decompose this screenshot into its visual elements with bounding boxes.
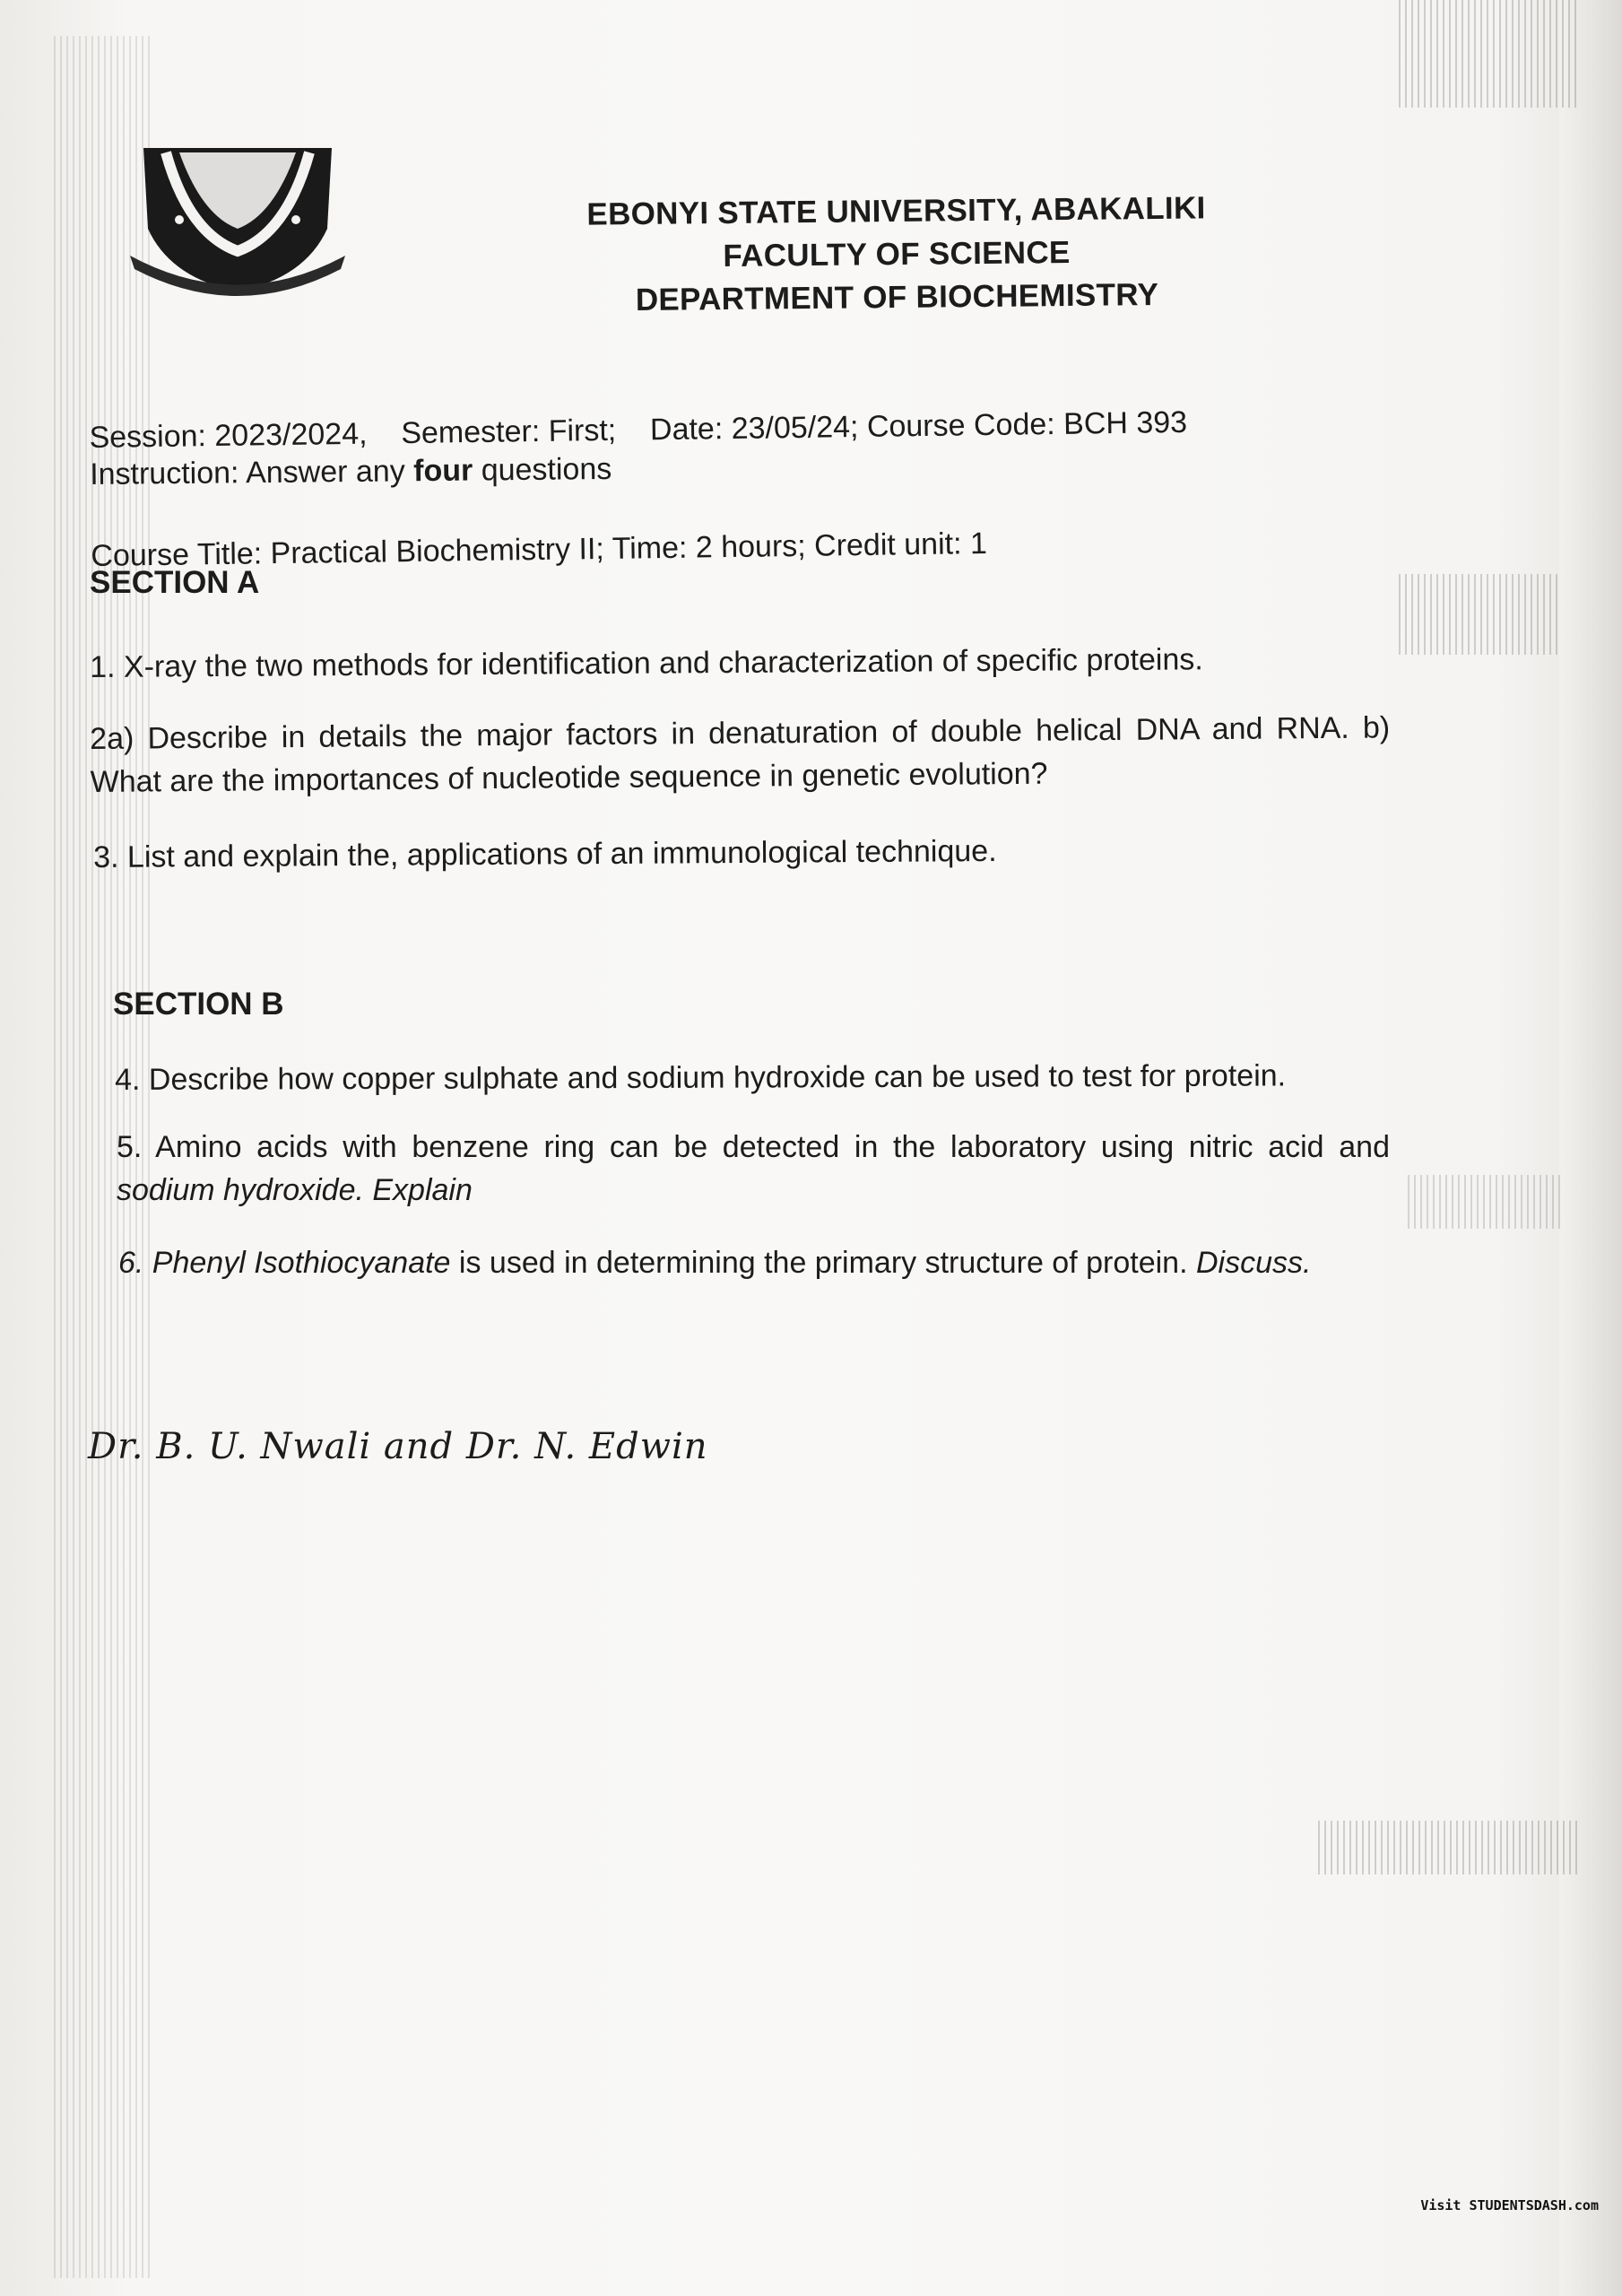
instruction-text-after: questions — [481, 451, 612, 488]
university-name: EBONYI STATE UNIVERSITY, ABAKALIKI — [586, 190, 1206, 232]
question-5-italic: sodium hydroxide. Explain — [117, 1173, 473, 1207]
question-5 — [117, 1126, 1390, 1212]
question-6-discuss: Discuss. — [1195, 1246, 1312, 1280]
question-6 — [118, 1241, 1392, 1284]
scan-artifact-right-top — [1399, 0, 1578, 108]
instruction — [90, 452, 612, 492]
section-b-title: SECTION B — [113, 987, 284, 1022]
section-a-title: SECTION A — [90, 565, 260, 600]
question-4: 4. Describe how copper sulphate and sodium hydroxide can be used to test for protein. — [115, 1058, 1287, 1097]
watermark: Visit STUDENTSDASH.com — [1420, 2197, 1599, 2213]
instruction-label: Instruction: — [90, 456, 239, 491]
question-3: 3. List and explain the, applications of an immunological technique. — [93, 833, 997, 874]
department-name: DEPARTMENT OF BIOCHEMISTRY — [635, 276, 1159, 318]
instruction-emphasis: four — [412, 453, 473, 489]
question-1: 1. X-ray the two methods for identification and characterization of specific proteins. — [90, 642, 1203, 684]
scan-artifact-right-mid2 — [1408, 1175, 1560, 1229]
university-crest-icon — [126, 144, 350, 296]
header — [501, 186, 1291, 323]
page-edge-shadow — [1559, 0, 1622, 2296]
meta-line-course-title: Course Title: Practical Biochemistry II; Time: 2 hours; Credit unit: 1 — [91, 526, 988, 573]
scan-artifact-right-low — [1318, 1821, 1578, 1874]
meta-line-session: Session: 2023/2024, Semester: First; Date: 23/05/24; Course Code: BCH 393 — [89, 404, 1188, 455]
question-6-italic: 6. Phenyl Isothiocyanate — [118, 1246, 451, 1280]
question-5-text: 5. Amino acids with benzene ring can be detected in the laboratory using nitric acid and — [117, 1130, 1390, 1164]
examiner-signature: Dr. B. U. Nwali and Dr. N. Edwin — [88, 1426, 708, 1467]
scan-artifact-right-mid — [1399, 574, 1560, 655]
question-2: 2a) Describe in details the major factors in denaturation of double helical DNA and RNA. b) What are the importances of nucleotide sequence in genetic evolution? — [90, 710, 1391, 799]
faculty-name: FACULTY OF SCIENCE — [723, 234, 1071, 274]
question-6-text: is used in determining the primary structure of protein. — [450, 1246, 1188, 1280]
instruction-text-before: Answer any — [245, 454, 405, 491]
